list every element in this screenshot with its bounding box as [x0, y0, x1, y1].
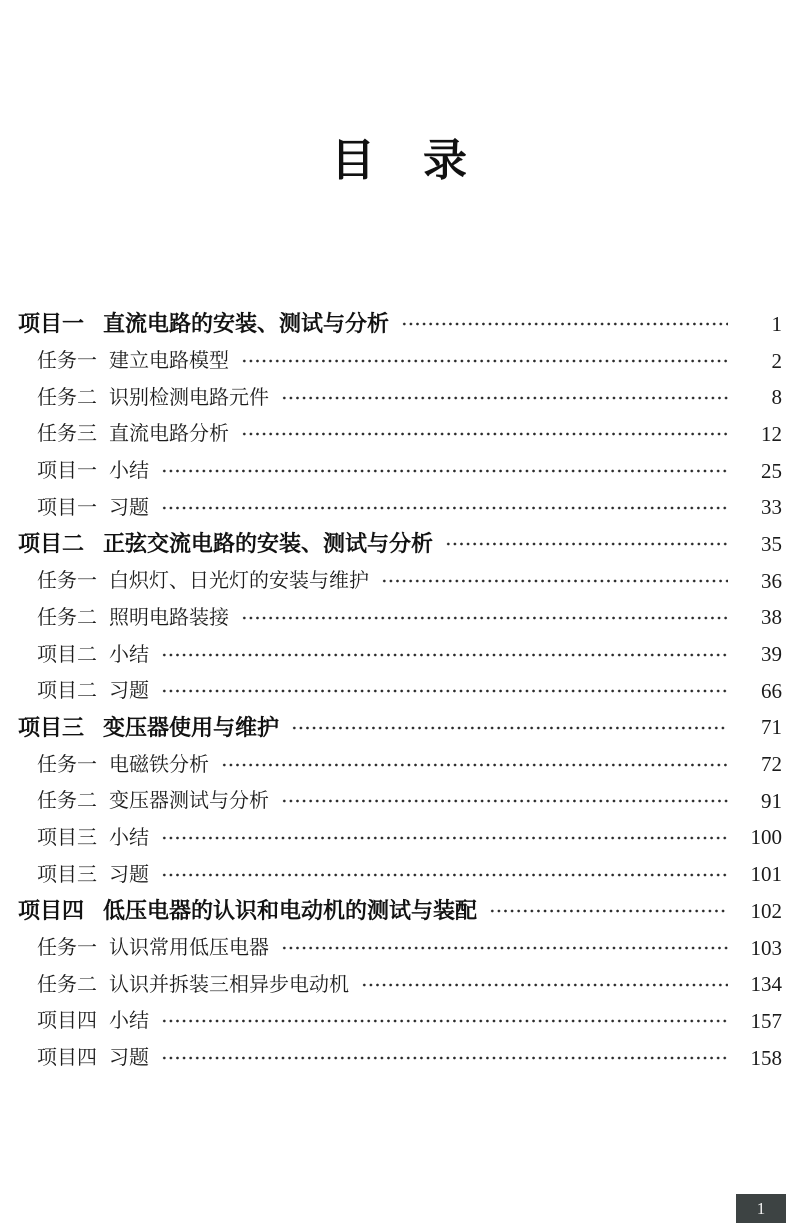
toc-entry-label: 任务一 [37, 570, 97, 593]
toc-entry-title: 小结 [109, 460, 149, 483]
toc-entry-label: 任务二 [37, 606, 97, 629]
toc-entry-label: 项目二 [18, 531, 85, 557]
toc-entry [0, 746, 782, 783]
toc-list [0, 306, 800, 1076]
toc-entry-title: 认识常用低压电器 [109, 937, 269, 960]
toc-entry-label: 任务二 [37, 386, 97, 409]
toc-entry-title: 白炽灯、日光灯的安装与维护 [109, 570, 369, 593]
toc-entry-page: 102 [750, 898, 782, 923]
toc-entry-page: 25 [761, 458, 782, 483]
toc-entry-label: 任务一 [37, 350, 97, 373]
page-title: 目 录 [331, 136, 469, 185]
toc-entry-label: 项目二 [37, 680, 97, 703]
toc-entry-page: 1 [771, 311, 782, 336]
dot-leader [381, 575, 728, 587]
dot-leader [361, 979, 728, 991]
toc-entry [0, 453, 782, 490]
toc-entry-page: 8 [771, 385, 782, 410]
toc-entry-label: 项目一 [37, 460, 97, 483]
toc-entry-title: 电磁铁分析 [109, 753, 209, 776]
toc-entry [0, 966, 782, 1003]
dot-leader [241, 612, 728, 624]
toc-entry [0, 600, 782, 637]
toc-entry-title: 正弦交流电路的安装、测试与分析 [103, 531, 434, 557]
toc-entry-label: 任务二 [37, 790, 97, 813]
toc-entry [0, 343, 782, 380]
dot-leader [445, 538, 728, 550]
toc-entry-page: 12 [761, 421, 782, 446]
toc-entry [0, 856, 782, 893]
toc-entry-page: 158 [750, 1045, 782, 1070]
toc-entry-label: 任务三 [37, 423, 97, 446]
toc-entry-page: 101 [750, 862, 782, 887]
toc-entry-page: 103 [750, 935, 782, 960]
toc-entry-page: 100 [750, 825, 782, 850]
dot-leader [161, 832, 728, 844]
toc-entry-title: 习题 [109, 863, 149, 886]
toc-entry-title: 建立电路模型 [109, 350, 229, 373]
toc-entry [0, 636, 782, 673]
toc-entry-title: 直流电路的安装、测试与分析 [103, 311, 390, 337]
dot-leader [281, 392, 728, 404]
toc-entry-label: 项目二 [37, 643, 97, 666]
toc-entry-label: 项目三 [18, 714, 85, 740]
toc-entry-title: 直流电路分析 [109, 423, 229, 446]
toc-entry-label: 项目三 [37, 826, 97, 849]
toc-entry [0, 489, 782, 526]
page-number: 1 [756, 1198, 766, 1218]
toc-entry-title: 小结 [109, 826, 149, 849]
toc-entry-label: 任务一 [37, 753, 97, 776]
toc-entry-page: 91 [761, 788, 782, 813]
dot-leader [161, 1052, 728, 1064]
dot-leader [221, 759, 728, 771]
toc-entry-label: 项目三 [37, 863, 97, 886]
toc-entry-label: 项目四 [37, 1047, 97, 1070]
toc-entry-label: 任务一 [37, 937, 97, 960]
toc-entry [0, 306, 782, 343]
toc-entry [0, 930, 782, 967]
dot-leader [161, 649, 728, 661]
toc-entry [0, 379, 782, 416]
toc-entry [0, 563, 782, 600]
toc-entry-title: 习题 [109, 1047, 149, 1070]
toc-entry-page: 39 [761, 642, 782, 667]
toc-entry-title: 习题 [109, 496, 149, 519]
toc-entry [0, 783, 782, 820]
dot-leader [241, 428, 728, 440]
toc-entry-page: 33 [761, 495, 782, 520]
toc-entry-label: 项目一 [37, 496, 97, 519]
dot-leader [161, 1015, 728, 1027]
toc-entry [0, 416, 782, 453]
toc-entry-page: 38 [761, 605, 782, 630]
toc-entry-label: 项目四 [37, 1010, 97, 1033]
dot-leader [489, 905, 728, 917]
toc-entry-page: 2 [771, 348, 782, 373]
toc-entry-title: 照明电路装接 [109, 606, 229, 629]
toc-entry-page: 35 [761, 531, 782, 556]
toc-entry-page: 157 [750, 1008, 782, 1033]
toc-entry [0, 1003, 782, 1040]
toc-entry-title: 小结 [109, 643, 149, 666]
toc-entry-title: 认识并拆装三相异步电动机 [109, 973, 349, 996]
toc-entry [0, 820, 782, 857]
dot-leader [281, 795, 728, 807]
page-number-badge [736, 1194, 786, 1223]
dot-leader [291, 722, 728, 734]
toc-entry-page: 66 [761, 678, 782, 703]
toc-entry [0, 1040, 782, 1077]
dot-leader [401, 318, 728, 330]
toc-entry-title: 变压器使用与维护 [103, 714, 280, 740]
toc-entry-title: 习题 [109, 680, 149, 703]
dot-leader [161, 465, 728, 477]
toc-entry [0, 673, 782, 710]
toc-entry [0, 526, 782, 563]
toc-entry [0, 710, 782, 747]
toc-entry-label: 任务二 [37, 973, 97, 996]
toc-entry-title: 变压器测试与分析 [109, 790, 269, 813]
toc-entry [0, 893, 782, 930]
dot-leader [281, 942, 728, 954]
toc-entry-page: 36 [761, 568, 782, 593]
toc-entry-title: 小结 [109, 1010, 149, 1033]
toc-entry-page: 72 [761, 752, 782, 777]
toc-entry-title: 低压电器的认识和电动机的测试与装配 [103, 898, 478, 924]
toc-entry-page: 134 [750, 972, 782, 997]
toc-entry-label: 项目一 [18, 311, 85, 337]
dot-leader [161, 685, 728, 697]
toc-entry-label: 项目四 [18, 898, 85, 924]
toc-entry-title: 识别检测电路元件 [109, 386, 269, 409]
dot-leader [241, 355, 728, 367]
dot-leader [161, 502, 728, 514]
toc-entry-page: 71 [761, 715, 782, 740]
dot-leader [161, 869, 728, 881]
